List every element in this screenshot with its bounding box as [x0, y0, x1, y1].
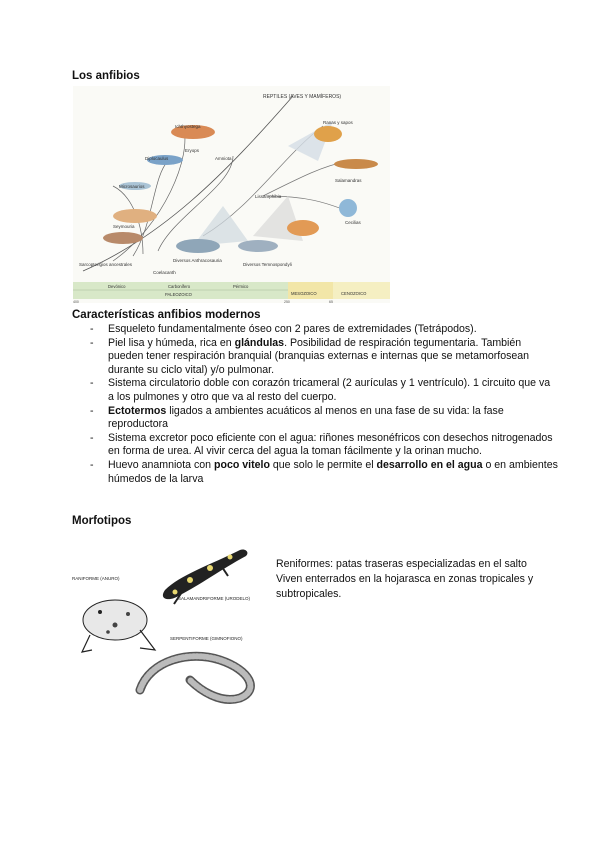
- taxon-label: Diplocaulus: [145, 156, 169, 161]
- period-label: Devónico: [108, 284, 126, 289]
- taxon-label: Ranas y sapos: [323, 120, 353, 125]
- list-item: - Esqueleto fundamentalmente óseo con 2 pares de extremidades (Tetrápodos).: [88, 323, 558, 337]
- phylogeny-figure: [73, 86, 390, 303]
- taxon-label: Diversos Temnospondyli: [243, 262, 292, 267]
- tick-label: 250: [284, 300, 290, 303]
- taxon-label: Diversos Anthracosauria: [173, 258, 222, 263]
- page-title: Los anfibios: [72, 70, 140, 82]
- period-label: Pérmico: [233, 284, 249, 289]
- era-label: PALEOZOICO: [165, 292, 192, 297]
- tick-label: 400: [73, 300, 79, 303]
- morphotype-label: RANIFORME (ANURO): [72, 576, 120, 581]
- list-item: - Ectotermos ligados a ambientes acuáticos al menos en una fase de su vida: la fase reproductora: [88, 405, 558, 432]
- taxon-label: Cecilias: [345, 220, 361, 225]
- taxon-label: Sarcopterigios ancestrales: [79, 262, 133, 267]
- morphotype-label: SERPENTIFORME (GIMNOFIONO): [170, 636, 243, 641]
- morphotype-label: SALAMANDRIFORME (URODELO): [178, 596, 251, 601]
- period-label: Carbonífero: [168, 284, 191, 289]
- description-line: Reniformes: patas traseras especializadas en el salto: [276, 558, 527, 570]
- morphotypes-heading: Morfotipos: [72, 515, 132, 527]
- taxon-label: Amniota: [215, 156, 232, 161]
- era-label: MESOZOICO: [291, 291, 317, 296]
- taxon-label: Seymouria: [113, 224, 135, 229]
- era-label: CENOZOICO: [341, 291, 367, 296]
- taxon-label: Ichthyostega: [175, 124, 201, 129]
- list-item: - Sistema circulatorio doble con corazón tricameral (2 aurículas y 1 ventrículo). 1 circuito que va a los pulmones y otro que va al resto del cuerpo.: [88, 377, 558, 404]
- list-item: - Piel lisa y húmeda, rica en glándulas. Posibilidad de respiración tegumentaria. También pueden tener respiración branquial (branquias externas e internas que se metamorfosean durante su ciclo vital) y/o pulmonar.: [88, 337, 558, 378]
- taxon-label: Coelacanth: [153, 270, 176, 275]
- taxon-label: Lissamphibia: [255, 194, 282, 199]
- morphotype-description: [276, 557, 546, 602]
- top-label: REPTILES (AVES Y MAMÍFEROS): [263, 94, 342, 100]
- taxon-label: Salamandras: [335, 178, 362, 183]
- characteristics-heading: Características anfibios modernos: [72, 309, 261, 321]
- list-item: - Huevo anamniota con poco vitelo que solo le permite el desarrollo en el agua o en ambientes húmedos de la larva: [88, 459, 558, 486]
- characteristics-list: [88, 323, 558, 486]
- list-item: - Sistema excretor poco eficiente con el agua: riñones mesonéfricos con desechos nitrogenados en forma de urea. Al vivir cerca del agua la toman fácilmente y la orinan mucho.: [88, 432, 558, 459]
- tick-label: 65: [329, 300, 333, 303]
- taxon-label: Eryops: [185, 148, 200, 153]
- taxon-label: Microsaurios: [119, 184, 145, 189]
- morphotypes-figure: [70, 540, 270, 705]
- description-line: Viven enterrados en la hojarasca en zonas tropicales y subtropicales.: [276, 573, 534, 600]
